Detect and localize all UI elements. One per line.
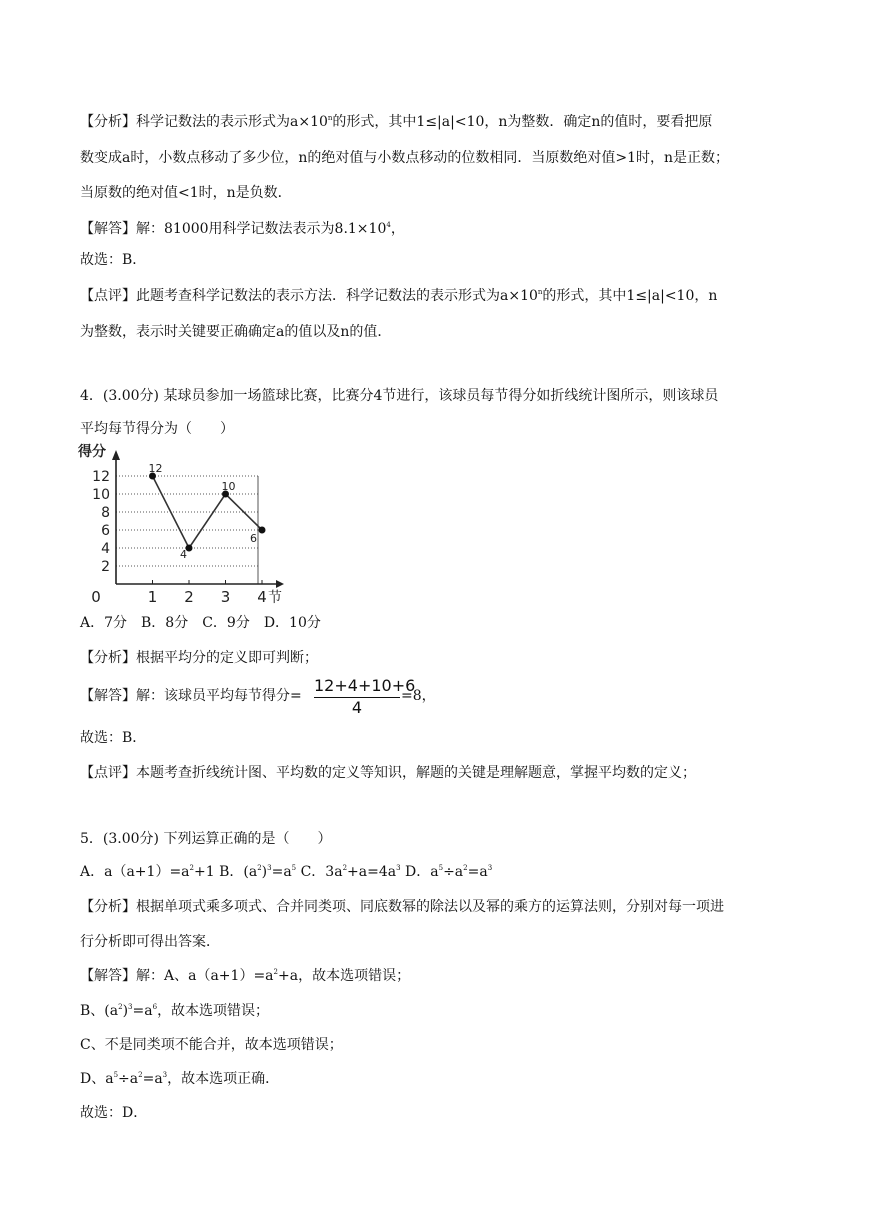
data-label: 12 [148, 462, 163, 475]
q3-comment-line-2: 为整数，表示时关键要正确确定a的值以及n的值． [80, 324, 392, 340]
fraction-numerator: 12+4+10+6 [314, 676, 400, 698]
q3-analysis-line-3: 当原数的绝对值<1时，n是负数． [80, 185, 292, 201]
q5-question: 5．(3.00分) 下列运算正确的是（ ） [80, 831, 332, 847]
x-tick-label: 2 [184, 588, 194, 606]
y-axis-label: 得分 [78, 444, 106, 460]
y-tick-label: 10 [92, 487, 110, 503]
q5-analysis-line-2: 行分析即可得出答案． [80, 934, 220, 950]
data-label: 6 [250, 532, 257, 545]
q4-question-line-2: 平均每节得分为（ ） [80, 421, 234, 437]
q4-options: A．7分 B．8分 C．9分 D．10分 [80, 615, 321, 631]
q4-question-line-1: 4．(3.00分) 某球员参加一场篮球比赛，比赛分4节进行，该球员每节得分如折线统计图所示，则该球员 [80, 388, 719, 404]
q3-choice: 故选：B． [80, 252, 147, 268]
q5-answer-line-3: C、不是同类项不能合并，故本选项错误； [80, 1037, 343, 1053]
y-tick-label: 12 [92, 469, 110, 485]
q5-choice: 故选：D． [80, 1105, 148, 1121]
data-point [259, 527, 266, 534]
y-axis-arrow [112, 450, 120, 460]
line-chart [76, 438, 296, 608]
q4-answer-prefix: 【解答】解：该球员平均每节得分= [80, 688, 302, 704]
x-axis-label: 节 [268, 590, 282, 606]
x-tick-label: 1 [147, 588, 158, 606]
q4-choice: 故选：B． [80, 730, 147, 746]
q3-answer-line: 【解答】解：81000用科学记数法表示为$8.1\times 10^4$， [80, 221, 405, 237]
data-label: 10 [221, 480, 236, 493]
data-label: 4 [180, 548, 187, 561]
q4-analysis: 【分析】根据平均分的定义即可判断； [80, 650, 318, 666]
q4-comment: 【点评】本题考查折线统计图、平均数的定义等知识，解题的关键是理解题意，掌握平均数的定义； [80, 765, 696, 781]
x-tick-label: 3 [220, 588, 231, 606]
q5-answer-line-1: 【解答】解：A、$a(a+1)=a^2+a$，故本选项错误； [80, 968, 411, 984]
q3-analysis-line-2: 数变成a时，小数点移动了多少位，n的绝对值与小数点移动的位数相同．当原数绝对值>1时，n是正数； [80, 150, 730, 166]
x-tick-label: 0 [91, 588, 101, 606]
q5-options: A．$a(a+1)=a^2+1$ B．$(a^2)^3=a^5$ C．$3a^2+a=4a^3$ D．$a^5\div a^2=a^3$ [80, 864, 493, 880]
y-tick-label: 8 [101, 505, 110, 521]
x-tick-label: 4 [257, 588, 267, 606]
q4-answer-suffix: =8， [401, 688, 436, 704]
average-fraction [314, 676, 416, 718]
fraction-denominator: 4 [351, 698, 363, 717]
q5-answer-line-2: B、$(a^2)^3=a^6$，故本选项错误； [80, 1003, 270, 1019]
q5-analysis-line-1: 【分析】根据单项式乘多项式、合并同类项、同底数幂的除法以及幂的乘方的运算法则，分别对每一项进 [80, 899, 724, 915]
y-tick-label: 4 [101, 541, 110, 557]
y-tick-label: 6 [101, 523, 110, 539]
y-tick-label: 2 [101, 559, 110, 575]
x-axis-arrow [276, 580, 284, 588]
q5-answer-line-4: D、$a^5\div a^2=a^3$，故本选项正确． [80, 1071, 280, 1087]
q3-comment-line-1: 【点评】此题考查科学记数法的表示方法．科学记数法的表示形式为$a\times 10^n$的形式，其中1≤|a|<10，n [80, 288, 718, 304]
q3-analysis-line-1: 【分析】科学记数法的表示形式为$a\times 10^n$的形式，其中1≤|a|<10，n为整数．确定n的值时，要看把原 [80, 114, 713, 130]
